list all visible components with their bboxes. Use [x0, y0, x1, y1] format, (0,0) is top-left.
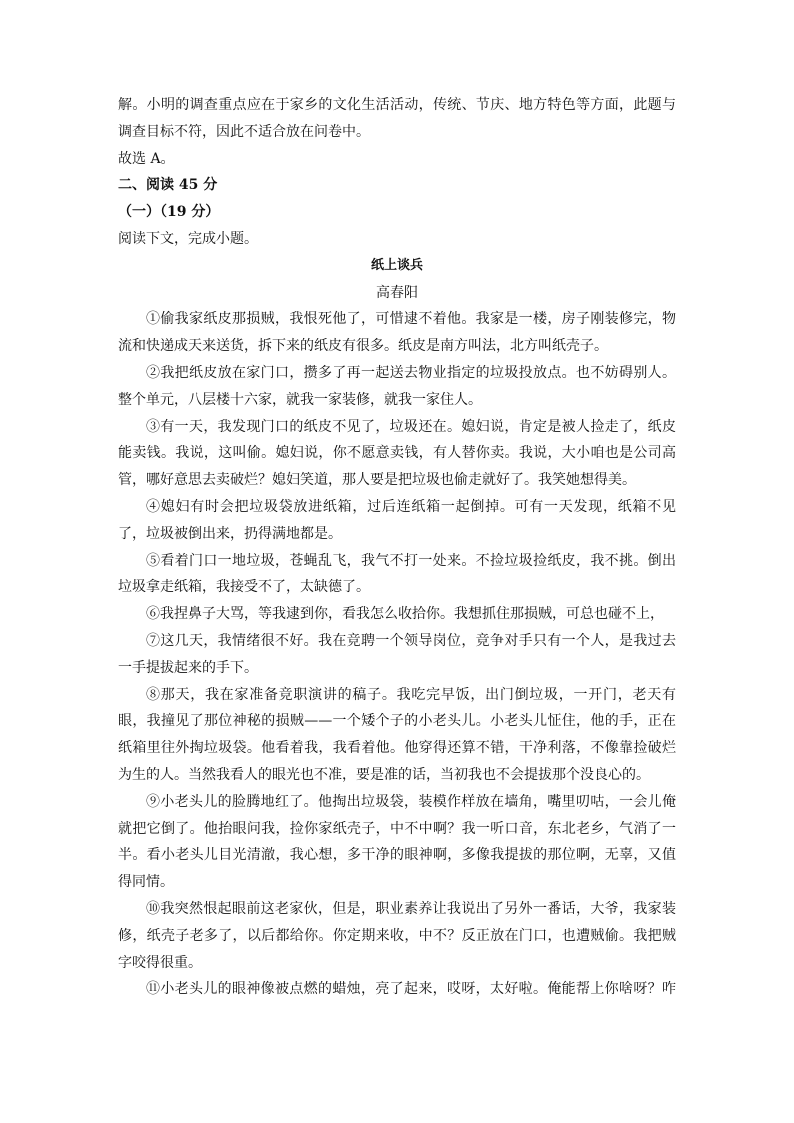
text-line: 调查目标不符，因此不适合放在问卷中。 [118, 123, 370, 140]
paragraph-line: 能卖钱。我说，这叫偷。媳妇说，你不愿意卖钱，有人替你卖。我说，大小咱也是公司高 [118, 445, 676, 462]
paragraph-line: ⑩我突然恨起眼前这老家伙，但是，职业素养让我说出了另外一番话，大爷，我家装 [146, 900, 676, 917]
paragraph-line: 字咬得很重。 [118, 954, 202, 971]
paragraph-line: ④媳妇有时会把垃圾袋放进纸箱，过后连纸箱一起倒掉。可有一天发现，纸箱不见 [146, 498, 676, 515]
paragraph-line: ②我把纸皮放在家门口，攒多了再一起送去物业指定的垃圾投放点。也不妨碍别人。 [146, 364, 676, 381]
paragraph-line: ①偷我家纸皮那损贼，我恨死他了，可惜逮不着他。我家是一楼，房子刚装修完，物 [146, 311, 676, 328]
text-line: 故选 A。 [118, 150, 175, 167]
paragraph-line: ⑨小老头儿的脸腾地红了。他掏出垃圾袋，装模作样放在墙角，嘴里叨咕，一会儿俺 [146, 793, 676, 810]
instruction-text: 阅读下文，完成小题。 [118, 230, 258, 247]
paragraph-line: 就把它倒了。他抬眼问我，捡你家纸壳子，中不中啊？我一听口音，东北老乡，气消了一 [118, 820, 676, 837]
paragraph-line: 得同情。 [118, 874, 174, 891]
paragraph-line: 为生的人。当然我看人的眼光也不准，要是准的话，当初我也不会提拔那个没良心的。 [118, 766, 650, 783]
paragraph-line: 半。看小老头儿目光清澈，我心想，多干净的眼神啊，多像我提拔的那位啊，无辜，又值 [118, 847, 676, 864]
paragraph-line: ③有一天，我发现门口的纸皮不见了，垃圾还在。媳妇说，肯定是被人捡走了，纸皮 [146, 418, 676, 435]
paragraph-line: ⑪小老头儿的眼神像被点燃的蜡烛，亮了起来，哎呀，太好啦。俺能帮上你啥呀？咋 [146, 981, 676, 998]
paragraph-line: ⑧那天，我在家准备竞职演讲的稿子。我吃完早饭，出门倒垃圾，一开门，老天有 [146, 686, 676, 703]
paragraph-line: 流和快递成天来送货，拆下来的纸皮有很多。纸皮是南方叫法，北方叫纸壳子。 [118, 338, 608, 355]
article-title: 纸上谈兵 [370, 257, 423, 273]
paragraph-line: 纸箱里往外掏垃圾袋。他看着我，我看着他。他穿得还算不错，干净利落，不像靠捡破烂 [118, 740, 676, 757]
section-heading: 二、阅读 45 分 [118, 177, 218, 194]
subsection-heading: （一）（19 分） [118, 204, 220, 221]
paragraph-line: 了，垃圾被倒出来，扔得满地都是。 [118, 525, 342, 542]
document-page [118, 92, 676, 1003]
paragraph-line: ⑦这几天，我情绪很不好。我在竞聘一个领导岗位，竞争对手只有一个人，是我过去 [146, 632, 676, 649]
paragraph-line: 眼，我撞见了那位神秘的损贼——一个矮个子的小老头儿。小老头儿怔住，他的手，正在 [118, 713, 676, 730]
paragraph-line: 一手提拔起来的手下。 [118, 659, 258, 676]
paragraph-line: 管，哪好意思去卖破烂？媳妇笑道，那人要是把垃圾也偷走就好了。我笑她想得美。 [118, 472, 636, 489]
paragraph-line: ⑥我捏鼻子大骂，等我逮到你，看我怎么收拾你。我想抓住那损贼，可总也碰不上， [146, 606, 664, 623]
paragraph-line: 垃圾拿走纸箱，我接受不了，太缺德了。 [118, 579, 370, 596]
article-author: 高春阳 [376, 284, 418, 301]
text-line: 解。小明的调查重点应在于家乡的文化生活活动，传统、节庆、地方特色等方面，此题与 [118, 97, 676, 113]
paragraph-line: 修，纸壳子老多了，以后都给你。你定期来收，中不？反正放在门口，也遭贼偷。我把贼 [118, 927, 676, 944]
paragraph-line: 整个单元，八层楼十六家，就我一家装修，就我一家住人。 [118, 391, 482, 408]
paragraph-line: ⑤看着门口一地垃圾，苍蝇乱飞，我气不打一处来。不捡垃圾捡纸皮，我不挑。倒出 [146, 552, 676, 569]
